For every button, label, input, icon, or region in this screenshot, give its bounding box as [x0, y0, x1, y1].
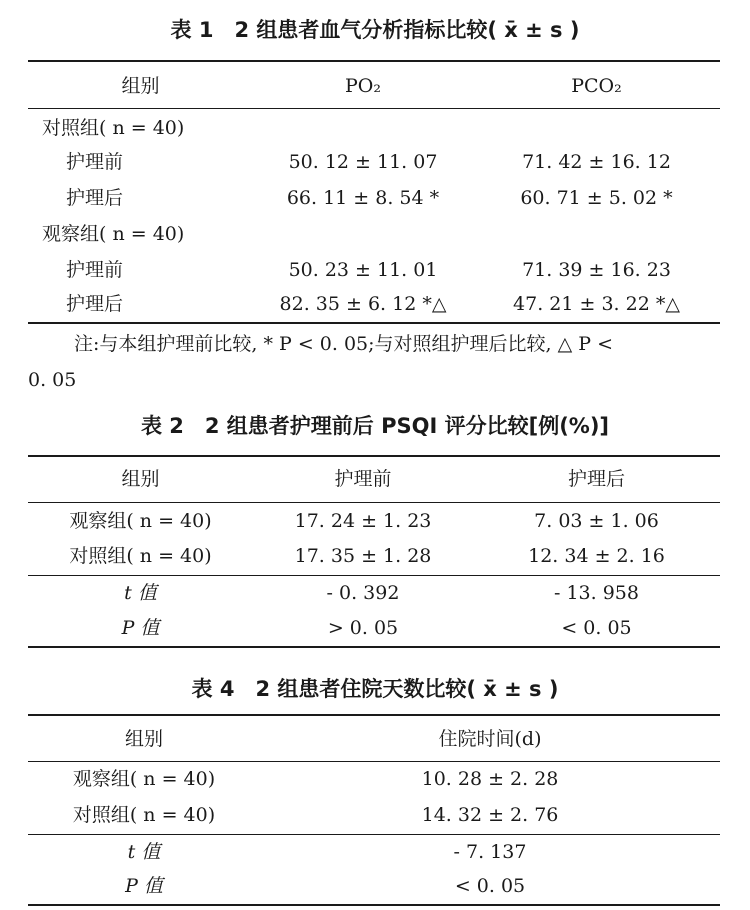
table2-title: 表 2 2 组患者护理前后 PSQI 评分比较[例(%)] — [140, 414, 610, 438]
table1-row-label: 护理后 — [66, 187, 124, 209]
table4-title: 表 4 2 组患者住院天数比较( x̄ ± s ) — [191, 677, 559, 701]
table4-row-label: 观察组( n = 40) — [72, 768, 216, 790]
table2-cell: - 13. 958 — [554, 582, 639, 604]
table1-top-rule — [28, 60, 720, 62]
table4-top-rule — [28, 714, 720, 716]
table1-cell: 60. 71 ± 5. 02 * — [520, 187, 673, 209]
table1-cell: 66. 11 ± 8. 54 * — [286, 187, 440, 209]
table2-cell: 17. 35 ± 1. 28 — [294, 545, 432, 567]
table1-bottom-rule — [28, 322, 720, 324]
table4-row-label: 对照组( n = 40) — [72, 804, 216, 826]
table4-cell: 10. 28 ± 2. 28 — [421, 768, 559, 790]
table1-cell: 50. 12 ± 11. 07 — [288, 151, 438, 173]
table2-header-before: 护理前 — [334, 468, 392, 490]
table4-cell: - 7. 137 — [453, 841, 527, 863]
table2-row-label: 对照组( n = 40) — [69, 545, 212, 567]
table1-row-label: 护理前 — [66, 259, 124, 281]
table1-header-po2: PO₂ — [345, 75, 381, 97]
table1-cell: 71. 42 ± 16. 12 — [522, 151, 671, 173]
table4-cell: < 0. 05 — [454, 875, 526, 897]
table2-cell: 17. 24 ± 1. 23 — [294, 510, 432, 532]
table2-cell: - 0. 392 — [326, 582, 400, 604]
table4-mid-rule — [28, 834, 720, 835]
table4-header-stay: 住院时间(d) — [438, 728, 542, 750]
table4-header-rule — [28, 761, 720, 762]
table1-note: 注:与本组护理前比较, * P < 0. 05;与对照组护理后比较, △ P < — [74, 333, 614, 355]
table2-header-group: 组别 — [121, 468, 160, 490]
table2-row-label: t 值 — [124, 582, 157, 604]
table1-cell: 47. 21 ± 3. 22 *△ — [513, 293, 680, 315]
table2-cell: 7. 03 ± 1. 06 — [534, 510, 659, 532]
table4-bottom-rule — [28, 904, 720, 906]
table2-cell: < 0. 05 — [561, 617, 632, 639]
table1-cell: 50. 23 ± 11. 01 — [288, 259, 438, 281]
table1-title: 表 1 2 组患者血气分析指标比较( x̄ ± s ) — [170, 18, 580, 42]
table4-row-label: P 值 — [125, 875, 163, 897]
table1-cell: 71. 39 ± 16. 23 — [522, 259, 671, 281]
table1-row-label: 护理后 — [66, 293, 124, 315]
table4-header-group: 组别 — [124, 728, 163, 750]
table2-mid-rule — [28, 575, 720, 576]
table2-bottom-rule — [28, 646, 720, 648]
table1-row-label: 护理前 — [66, 151, 124, 173]
table2-header-after: 护理后 — [567, 468, 625, 490]
table1-header-group: 组别 — [121, 75, 160, 97]
table2-cell: 12. 34 ± 2. 16 — [528, 545, 665, 567]
table2-header-rule — [28, 502, 720, 503]
table4-row-label: t 值 — [127, 841, 161, 863]
table2-top-rule — [28, 455, 720, 457]
table4-cell: 14. 32 ± 2. 76 — [421, 804, 559, 826]
table1-header-rule — [28, 108, 720, 109]
table1-cell: 82. 35 ± 6. 12 *△ — [279, 293, 447, 315]
table2-cell: > 0. 05 — [327, 617, 399, 639]
table1-header-pco2: PCO₂ — [571, 75, 622, 97]
table1-group-control: 对照组( n = 40) — [42, 117, 185, 139]
table1-group-observe: 观察组( n = 40) — [42, 223, 185, 245]
table1-note-continued: 0. 05 — [28, 369, 77, 391]
table2-row-label: P 值 — [121, 617, 160, 639]
table2-row-label: 观察组( n = 40) — [69, 510, 212, 532]
